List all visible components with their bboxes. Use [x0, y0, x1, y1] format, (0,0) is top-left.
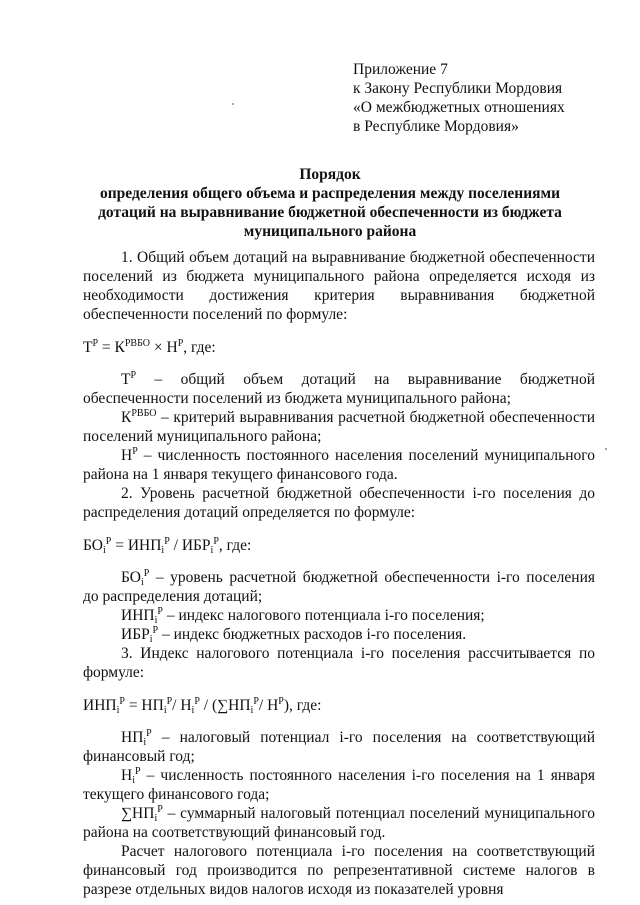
- definition-ibr: $ИБР_i^Р$ – индекс бюджетных расходов i-го поселения.: [121, 625, 467, 645]
- definition-t: $Т^Р$ – общий объем дотаций на выравнивание бюджетной обеспеченности поселений из бюджета муниципального района;: [83, 370, 595, 407]
- formula-2: $БО_i^Р = ИНП_i^Р / ИБР_i^Р$, где:: [83, 536, 252, 556]
- scan-speck: [605, 448, 607, 450]
- formula-3: $ИНП_i^Р = НП_i^Р/$ $Н_i^Р / (\sum НП_i^Р/$ $Н^Р$), где:: [83, 696, 322, 716]
- definition-h: $Н^Р$ – численность постоянного населения поселений муниципального района на 1 января текущего финансового года.: [83, 446, 595, 483]
- definition-hi: $Н_i^Р$ – численность постоянного населения i-го поселения на 1 января текущего финансового года;: [83, 766, 595, 803]
- definition-np: $НП_i^Р$ – налоговый потенциал i-го поселения на соответствующий финансовый год;: [83, 728, 595, 765]
- paragraph-2: 2. Уровень расчетной бюджетной обеспеченности i-го поселения до распределения дотаций определяется по формуле:: [83, 485, 595, 521]
- appendix-line: в Республике Мордовия»: [353, 118, 519, 135]
- title-line2: определения общего объема и распределения между поселениями дотаций на выравнивание бюджетной обеспеченности из бюджета муниципального района: [98, 185, 562, 240]
- document-title: [80, 165, 580, 241]
- definition-sum-np: $\sum НП_i^Р$ – суммарный налоговый потенциал поселений муниципального района на соответствующий финансовый год.: [83, 804, 595, 841]
- formula-1: $Т^Р = К^{РВБО} \times Н^Р$, где:: [83, 338, 216, 356]
- appendix-line: к Закону Республики Мордовия: [353, 80, 563, 97]
- title-line1: Порядок: [299, 166, 361, 183]
- definition-k: $К^{РВБО}$ – критерий выравнивания расчетной бюджетной обеспеченности поселений муниципального района;: [83, 408, 595, 445]
- scan-speck: [232, 103, 234, 105]
- appendix-line: Приложение 7: [353, 61, 448, 78]
- paragraph-3: 3. Индекс налогового потенциала i-го поселения рассчитывается по формуле:: [83, 645, 595, 681]
- appendix-header: [353, 60, 623, 136]
- appendix-line: «О межбюджетных отношениях: [353, 99, 565, 116]
- paragraph-1: 1. Общий объем дотаций на выравнивание бюджетной обеспеченности поселений из бюджета муниципального района определяется исходя из необходимости достижения критерия выравнивания бюджетной обеспеченности поселений по формуле:: [83, 249, 595, 323]
- document-body: [83, 248, 595, 899]
- definition-inp: $ИНП_i^Р$ – индекс налогового потенциала i-го поселения;: [121, 606, 485, 626]
- paragraph-4: Расчет налогового потенциала i-го поселения на соответствующий финансовый год производится по репрезентативной системе налогов в разрезе отдельных видов налогов исходя из показателей уровня: [83, 843, 595, 898]
- definition-bo: $БО_i^Р$ – уровень расчетной бюджетной обеспеченности i-го поселения до распределения дотаций;: [83, 568, 595, 605]
